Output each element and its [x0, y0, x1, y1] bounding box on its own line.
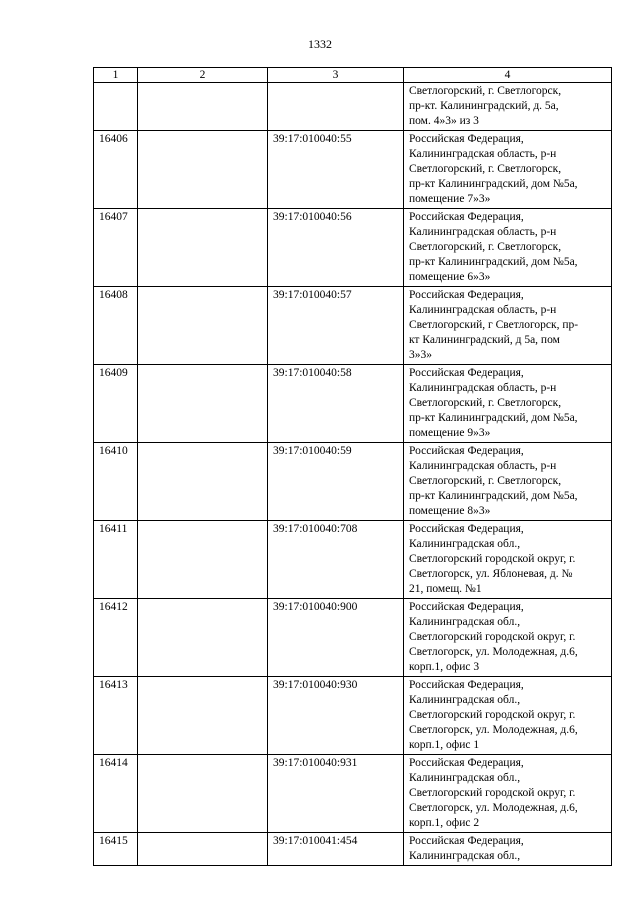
row-number-cell: 16410 — [94, 443, 138, 521]
cadastral-number-cell: 39:17:010040:931 — [268, 755, 404, 833]
row-number-cell: 16414 — [94, 755, 138, 833]
table-row — [94, 755, 612, 833]
header-row — [94, 68, 612, 83]
table-row — [94, 209, 612, 287]
column-2-cell — [138, 833, 268, 866]
column-header: 3 — [268, 68, 404, 83]
row-number-cell: 16413 — [94, 677, 138, 755]
address-cell: Российская Федерация, Калининградская обл., Светлогорский городской округ, г. Светлогорск, ул. Молодежная, д.6, корп.1, офис 2 — [404, 755, 612, 833]
address-cell: Российская Федерация, Калининградская обл., Светлогорский городской округ, г. Светлогорск, ул. Молодежная, д.6, корп.1, офис 1 — [404, 677, 612, 755]
row-number-cell: 16412 — [94, 599, 138, 677]
address-cell: Российская Федерация, Калининградская обл., Светлогорский городской округ, г. Светлогорск, ул. Молодежная, д.6, корп.1, офис 3 — [404, 599, 612, 677]
address-cell: Российская Федерация, Калининградская обл., Светлогорский городской округ, г. Светлогорск, ул. Яблоневая, д. № 21, помещ. №1 — [404, 521, 612, 599]
cadastral-number-cell: 39:17:010041:454 — [268, 833, 404, 866]
column-2-cell — [138, 521, 268, 599]
row-number-cell: 16415 — [94, 833, 138, 866]
table-row — [94, 521, 612, 599]
column-header: 2 — [138, 68, 268, 83]
table-row — [94, 833, 612, 866]
column-2-cell — [138, 443, 268, 521]
row-number-cell: 16411 — [94, 521, 138, 599]
cadastral-number-cell — [268, 83, 404, 131]
table-row — [94, 443, 612, 521]
address-cell: Российская Федерация, Калининградская область, р-н Светлогорский, г. Светлогорск, пр-кт Калининградский, дом №5а, помещение 8»3» — [404, 443, 612, 521]
column-2-cell — [138, 287, 268, 365]
column-2-cell — [138, 83, 268, 131]
column-2-cell — [138, 677, 268, 755]
cadastral-number-cell: 39:17:010040:930 — [268, 677, 404, 755]
row-number-cell — [94, 83, 138, 131]
address-cell: Российская Федерация, Калининградская область, р-н Светлогорский, г. Светлогорск, пр-кт Калининградский, дом №5а, помещение 6»3» — [404, 209, 612, 287]
address-cell: Российская Федерация, Калининградская область, р-н Светлогорский, г. Светлогорск, пр-кт Калининградский, дом №5а, помещение 9»3» — [404, 365, 612, 443]
cadastral-number-cell: 39:17:010040:56 — [268, 209, 404, 287]
address-cell: Российская Федерация, Калининградская область, р-н Светлогорский, г Светлогорск, пр- кт Калининградский, д 5а, пом 3»3» — [404, 287, 612, 365]
table-row — [94, 365, 612, 443]
table-row — [94, 83, 612, 131]
column-2-cell — [138, 209, 268, 287]
cadastral-number-cell: 39:17:010040:57 — [268, 287, 404, 365]
address-cell: Российская Федерация, Калининградская область, р-н Светлогорский, г. Светлогорск, пр-кт Калининградский, дом №5а, помещение 7»3» — [404, 131, 612, 209]
row-number-cell: 16407 — [94, 209, 138, 287]
column-2-cell — [138, 599, 268, 677]
column-2-cell — [138, 755, 268, 833]
column-header: 4 — [404, 68, 612, 83]
table-row — [94, 599, 612, 677]
cadastral-number-cell: 39:17:010040:55 — [268, 131, 404, 209]
row-number-cell: 16408 — [94, 287, 138, 365]
table-row — [94, 131, 612, 209]
table-row — [94, 287, 612, 365]
row-number-cell: 16409 — [94, 365, 138, 443]
cadastral-number-cell: 39:17:010040:58 — [268, 365, 404, 443]
column-2-cell — [138, 365, 268, 443]
cadastral-number-cell: 39:17:010040:900 — [268, 599, 404, 677]
column-2-cell — [138, 131, 268, 209]
cadastral-number-cell: 39:17:010040:59 — [268, 443, 404, 521]
address-cell: Российская Федерация, Калининградская обл., — [404, 833, 612, 866]
register-table — [93, 67, 612, 866]
table-row — [94, 677, 612, 755]
row-number-cell: 16406 — [94, 131, 138, 209]
address-cell: Светлогорский, г. Светлогорск, пр-кт. Калининградский, д. 5а, пом. 4»3» из 3 — [404, 83, 612, 131]
cadastral-number-cell: 39:17:010040:708 — [268, 521, 404, 599]
page-number: 1332 — [308, 37, 332, 51]
column-header: 1 — [94, 68, 138, 83]
